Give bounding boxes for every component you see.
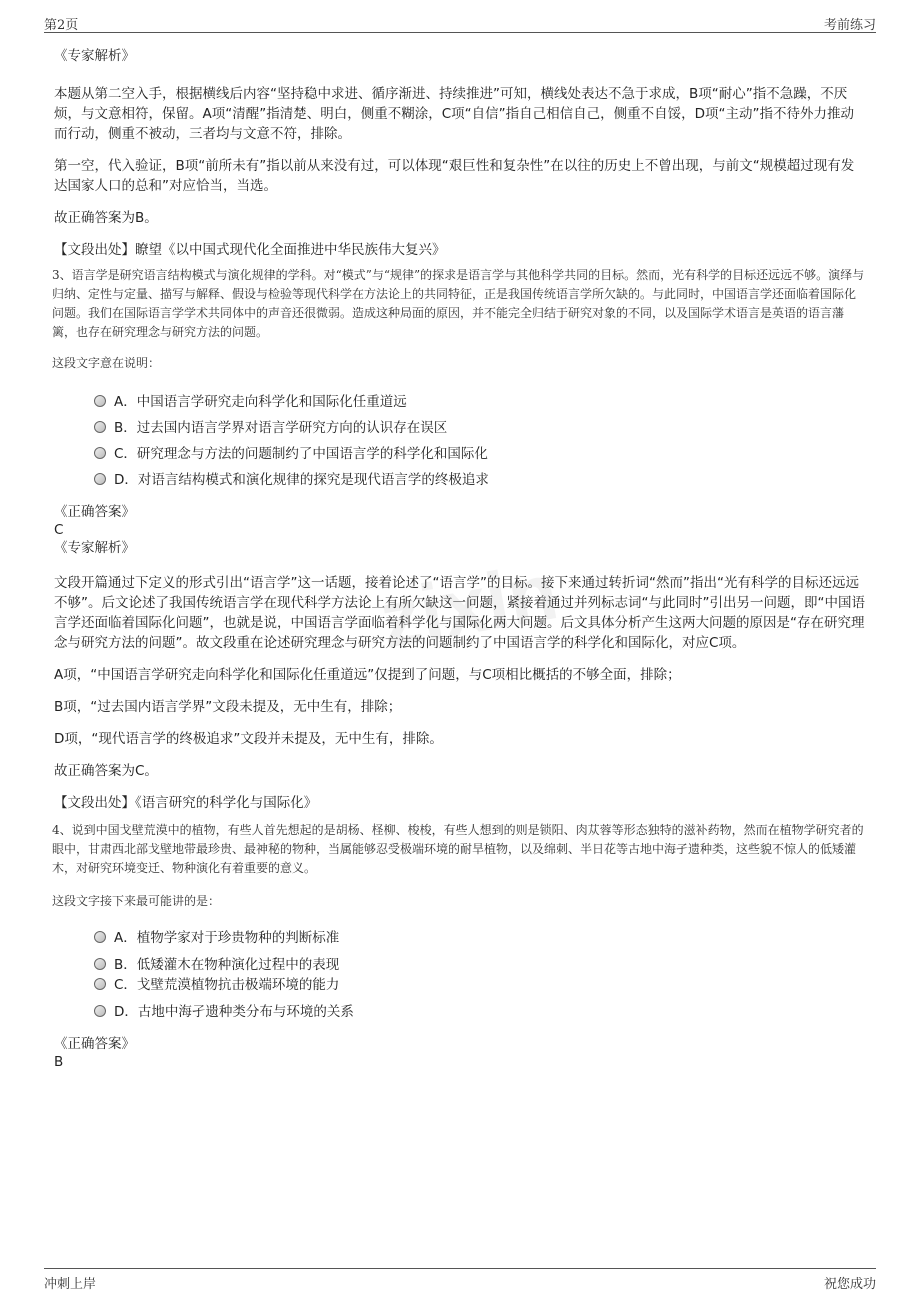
radio-icon[interactable] <box>94 447 106 459</box>
q3-answer-tag: 《正确答案》 <box>54 504 135 520</box>
q4-question: 这段文字接下来最可能讲的是： <box>52 894 221 908</box>
footer-left-text: 冲刺上岸 <box>44 1277 97 1292</box>
q2-analysis-para: 第一空，代入验证，B项“前所未有”指以前从来没有过，可以体现“艰巨性和复杂性”在以往的历史上不曾出现，与前文“规模超过现有发达国家人口的总和”对应恰当，当选。 <box>54 158 855 194</box>
header-title: 考前练习 <box>823 18 876 33</box>
document-body <box>54 40 866 1071</box>
q2-answer-line: 故正确答案为B。 <box>54 210 158 226</box>
q4-answer-tag: 《正确答案》 <box>54 1036 135 1052</box>
q4-option-a[interactable]: A．植物学家对于珍贵物种的判断标准 <box>94 925 866 951</box>
radio-icon[interactable] <box>94 978 106 990</box>
q4-option-c[interactable]: C．戈壁荒漠植物抗击极端环境的能力 <box>94 975 866 995</box>
radio-icon[interactable] <box>94 958 106 970</box>
q3-analysis-para: D项，“现代语言学的终极追求”文段并未提及，无中生有，排除。 <box>54 731 443 747</box>
page-number: 第2页 <box>44 18 79 33</box>
q3-option-b[interactable]: B．过去国内语言学界对语言学研究方向的认识存在误区 <box>94 415 866 441</box>
q2-source: 【文段出处】瞭望《以中国式现代化全面推进中华民族伟大复兴》 <box>54 242 446 258</box>
q3-answer-line: 故正确答案为C。 <box>54 763 158 779</box>
q3-analysis-tag: 《专家解析》 <box>54 540 135 556</box>
q4-options <box>54 925 866 1025</box>
radio-icon[interactable] <box>94 395 106 407</box>
q4-answer: B <box>54 1054 64 1070</box>
radio-icon[interactable] <box>94 473 106 485</box>
radio-icon[interactable] <box>94 421 106 433</box>
q3-passage: 3、语言学是研究语言结构模式与演化规律的学科。对“模式”与“规律”的探求是语言学与其他科学共同的目标。然而，光有科学的目标还远远不够。演绎与归纳、定性与定量、描写与解释、假设与检验等现代科学在方法论上的共同特征，正是我国传统语言学所欠缺的。与此同时，中国语言学还面临着国际化问题。我们在国际语言学学术共同体中的声音还很微弱。造成这种局面的原因，并不能完全归结于研究对象的不同，以及国际学术语言是英语的语言藩篱，也存在研究理念与研究方法的问题。 <box>52 268 865 339</box>
radio-icon[interactable] <box>94 1005 106 1017</box>
footer-right-text: 祝您成功 <box>823 1277 876 1292</box>
q3-analysis-para: A项，“中国语言学研究走向科学化和国际化任重道远”仅提到了问题，与C项相比概括的不够全面，排除； <box>54 667 681 683</box>
q2-analysis-para: 本题从第二空入手，根据横线后内容“坚持稳中求进、循序渐进、持续推进”可知，横线处表达不急于求成，B项“耐心”指不急躁，不厌烦，与文意相符，保留。A项“清醒”指清楚、明白，侧重不糊涂，C项“自信”指自己相信自己，侧重不自馁，D项“主动”指不待外力推动而行动，侧重不被动，三者均与文意不符，排除。 <box>54 86 855 142</box>
page-footer <box>44 1268 876 1293</box>
q3-option-d[interactable]: D．对语言结构模式和演化规律的探究是现代语言学的终极追求 <box>94 467 866 493</box>
q2-analysis-tag: 《专家解析》 <box>54 48 135 64</box>
q3-analysis-para: 文段开篇通过下定义的形式引出“语言学”这一话题，接着论述了“语言学”的目标。接下来通过转折词“然而”指出“光有科学的目标还远远不够”。后文论述了我国传统语言学在现代科学方法论上有所欠缺这一问题，紧接着通过并列标志词“与此同时”引出另一问题，即“中国语言学还面临着国际化问题”，也就是说，中国语言学面临着科学化与国际化两大问题。后文具体分析产生这两大问题的原因是“存在研究理念与研究方法的问题”。故文段重在论述研究理念与研究方法的问题制约了中国语言学的科学化和国际化，对应C项。 <box>54 575 865 651</box>
q4-option-b[interactable]: B．低矮灌木在物种演化过程中的表现 <box>94 955 866 975</box>
q4-passage: 4、说到中国戈壁荒漠中的植物，有些人首先想起的是胡杨、柽柳、梭梭，有些人想到的则是锁阳、肉苁蓉等形态独特的滋补药物，然而在植物学研究者的眼中，甘肃西北部戈壁地带最珍贵、最神秘的物种，当属能够忍受极端环境的耐旱植物，以及绵刺、半日花等古地中海孑遗种类，这些貌不惊人的低矮灌木，对研究环境变迁、物种演化有着重要的意义。 <box>52 823 864 875</box>
q3-answer: C <box>54 522 64 538</box>
q3-question: 这段文字意在说明： <box>52 356 161 370</box>
q3-option-c[interactable]: C．研究理念与方法的问题制约了中国语言学的科学化和国际化 <box>94 441 866 467</box>
q3-option-a[interactable]: A．中国语言学研究走向科学化和国际化任重道远 <box>94 389 866 415</box>
q4-option-d[interactable]: D．古地中海孑遗种类分布与环境的关系 <box>94 999 866 1025</box>
q3-options <box>54 389 866 493</box>
watermark: zixin <box>373 546 565 665</box>
q3-source: 【文段出处】《语言研究的科学化与国际化》 <box>54 795 318 811</box>
radio-icon[interactable] <box>94 931 106 943</box>
q3-analysis-para: B项，“过去国内语言学界”文段未提及，无中生有，排除； <box>54 699 402 715</box>
page-header <box>44 12 876 33</box>
